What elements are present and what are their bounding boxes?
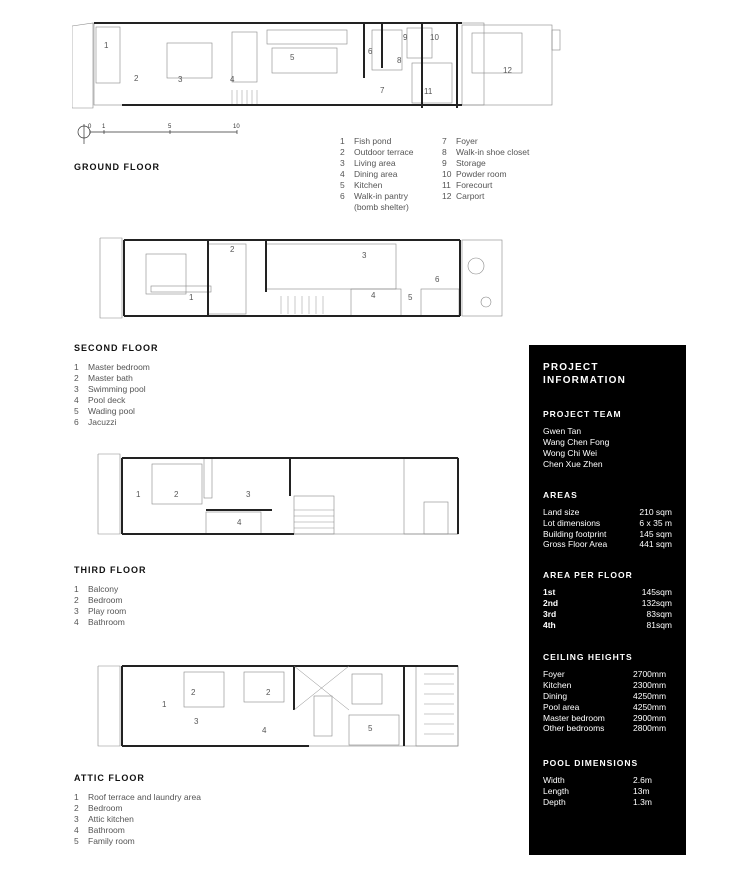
ground-floor-legend-col1 [340, 136, 414, 213]
ground-room-7-label: 7 [380, 86, 385, 95]
legend-text: Master bedroom [88, 362, 150, 372]
legend-text: Balcony [88, 584, 119, 594]
floor-area-key: 4th [543, 619, 556, 630]
legend-num: 1 [74, 584, 79, 594]
areas-key: Land size [543, 507, 580, 517]
legend-text: Family room [88, 836, 135, 846]
legend-num: 9 [442, 158, 447, 168]
third-floor-plan [94, 450, 514, 540]
areas-value: 145 sqm [639, 528, 672, 539]
legend-num: 7 [442, 136, 447, 146]
second-room-6-label: 6 [435, 275, 440, 284]
legend-item [74, 803, 201, 814]
ceiling-key: Foyer [543, 669, 565, 680]
pool-value: 2.6m [633, 775, 652, 786]
scale-tick-5: 5 [168, 124, 172, 130]
floor-area-key: 1st [543, 587, 556, 598]
legend-item [74, 825, 201, 836]
second-floor-plan [96, 234, 516, 324]
pool-row [543, 775, 672, 786]
second-room-3-label: 3 [362, 251, 367, 260]
legend-item [74, 584, 126, 595]
pool-key: Width [543, 775, 565, 786]
legend-text: Roof terrace and laundry area [88, 792, 201, 802]
ceiling-row [543, 723, 672, 734]
ceiling-key: Master bedroom [543, 712, 605, 723]
attic-room-3-label: 3 [194, 717, 199, 726]
ceiling-key: Other bedrooms [543, 723, 605, 734]
ceiling-heading: CEILING HEIGHTS [543, 652, 633, 663]
areas-row [543, 507, 672, 518]
legend-text: Outdoor terrace [354, 147, 414, 157]
ground-room-11-label: 11 [424, 87, 433, 96]
third-room-4-label: 4 [237, 518, 242, 527]
pool-value: 13m [633, 785, 650, 796]
legend-num: 10 [442, 169, 452, 179]
legend-text: Forecourt [456, 180, 493, 190]
legend-item [74, 406, 150, 417]
third-room-1-label: 1 [136, 490, 141, 499]
scale-tick-1: 1 [102, 124, 106, 130]
ceiling-row [543, 680, 672, 691]
legend-item [74, 814, 201, 825]
pool-heading: POOL DIMENSIONS [543, 758, 639, 769]
scale-tick-0: 0 [88, 124, 92, 130]
ground-room-12-label: 12 [503, 66, 512, 75]
attic-floor-title: ATTIC FLOOR [74, 773, 145, 783]
second-room-4-label: 4 [371, 291, 376, 300]
legend-text: Pool deck [88, 395, 126, 405]
pool-key: Length [543, 785, 569, 796]
third-floor-title: THIRD FLOOR [74, 565, 147, 575]
legend-item [442, 180, 529, 191]
legend-num: 11 [442, 180, 451, 190]
legend-text: Bathroom [88, 617, 125, 627]
ground-room-3-label: 3 [178, 75, 183, 84]
areas-row [543, 518, 672, 529]
floor-area-row [543, 620, 672, 631]
second-room-5-label: 5 [408, 293, 413, 302]
legend-item [74, 595, 126, 606]
attic-floor-plan [94, 660, 514, 752]
ceiling-value: 2700mm [633, 669, 667, 680]
legend-text: Bathroom [88, 825, 125, 835]
third-room-3-label: 3 [246, 490, 251, 499]
legend-text: Walk-in shoe closet [456, 147, 530, 157]
legend-item [74, 836, 201, 847]
second-floor-title: SECOND FLOOR [74, 343, 159, 353]
legend-text: Kitchen [354, 180, 383, 190]
legend-item [442, 147, 529, 158]
legend-num: 2 [340, 147, 345, 157]
scale-bar [74, 122, 254, 157]
ceiling-value: 2800mm [633, 723, 667, 734]
areas-key: Lot dimensions [543, 517, 601, 528]
areas-value: 441 sqm [639, 539, 672, 550]
project-info-title: PROJECT INFORMATION [543, 362, 627, 386]
legend-item [442, 169, 529, 180]
ground-room-9-label: 9 [403, 33, 408, 42]
legend-text: Foyer [456, 136, 478, 146]
pool-row [543, 797, 672, 808]
attic-room-4-label: 4 [262, 726, 267, 735]
ceiling-key: Dining [543, 690, 568, 701]
areas-value: 210 sqm [639, 507, 672, 517]
ceiling-row [543, 669, 672, 680]
legend-text: Fish pond [354, 136, 392, 146]
legend-text: Walk-in pantry (bomb shelter) [354, 191, 409, 212]
areas-heading: AREAS [543, 490, 578, 500]
ceiling-value: 4250mm [633, 701, 667, 712]
legend-item [74, 384, 150, 395]
floor-area-value: 81sqm [646, 619, 672, 630]
ground-floor-title: GROUND FLOOR [74, 162, 160, 172]
legend-num: 12 [442, 191, 452, 201]
pool-key: Depth [543, 796, 566, 807]
attic-room-2b-label: 2 [266, 688, 271, 697]
attic-floor-drawing [94, 660, 514, 752]
legend-num: 2 [74, 595, 79, 605]
scale-tick-10: 10 [233, 124, 240, 130]
legend-num: 5 [340, 180, 345, 190]
legend-item [340, 191, 414, 213]
second-floor-legend [74, 362, 150, 428]
legend-text: Powder room [456, 169, 507, 179]
pool-value: 1.3m [633, 796, 652, 807]
floor-area-row [543, 598, 672, 609]
areas-key: Building footprint [543, 528, 607, 539]
third-floor-drawing [94, 450, 514, 540]
legend-num: 6 [340, 191, 345, 201]
ground-floor-legend-col2 [442, 136, 529, 202]
ground-room-4-label: 4 [230, 75, 235, 84]
team-member: Chen Xue Zhen [543, 459, 603, 469]
ground-room-10-label: 10 [430, 33, 439, 42]
ground-room-5-label: 5 [290, 53, 295, 62]
floor-area-value: 145sqm [641, 587, 672, 598]
legend-item [74, 417, 150, 428]
legend-item [74, 373, 150, 384]
ground-floor-plan [72, 18, 572, 118]
areas-row [543, 529, 672, 540]
legend-num: 4 [74, 395, 79, 405]
floor-area-key: 2nd [543, 597, 559, 608]
ceiling-value: 2900mm [633, 712, 667, 723]
third-room-2-label: 2 [174, 490, 179, 499]
legend-text: Living area [354, 158, 396, 168]
floor-area-row [543, 609, 672, 620]
legend-item [340, 180, 414, 191]
legend-text: Dining area [354, 169, 398, 179]
legend-num: 1 [340, 136, 345, 146]
ground-room-1-label: 1 [104, 41, 109, 50]
legend-text: Storage [456, 158, 486, 168]
legend-text: Bedroom [88, 803, 123, 813]
legend-item [74, 792, 201, 803]
legend-text: Wading pool [88, 406, 135, 416]
legend-item [340, 147, 414, 158]
second-room-2-label: 2 [230, 245, 235, 254]
ceiling-key: Pool area [543, 701, 580, 712]
ground-room-2-label: 2 [134, 74, 139, 83]
area-per-floor-heading: AREA PER FLOOR [543, 570, 633, 581]
attic-room-1-label: 1 [162, 700, 167, 709]
legend-num: 6 [74, 417, 79, 427]
second-room-1-label: 1 [189, 293, 194, 302]
legend-item [74, 617, 126, 628]
ground-floor-drawing [72, 18, 572, 118]
areas-row [543, 539, 672, 550]
floor-area-value: 83sqm [646, 608, 672, 619]
second-floor-drawing [96, 234, 516, 324]
legend-text: Carport [456, 191, 485, 201]
attic-room-2-label: 2 [191, 688, 196, 697]
legend-item [442, 136, 529, 147]
legend-text: Bedroom [88, 595, 123, 605]
legend-text: Jacuzzi [88, 417, 117, 427]
floor-area-key: 3rd [543, 608, 557, 619]
team-member: Wong Chi Wei [543, 448, 598, 458]
ground-room-6-label: 6 [368, 47, 373, 56]
team-member: Wang Chen Fong [543, 437, 610, 447]
project-info-panel [529, 345, 686, 855]
legend-item [442, 191, 529, 202]
scale-bar-drawing [74, 122, 254, 152]
pool-row [543, 786, 672, 797]
ceiling-row [543, 702, 672, 713]
team-member: Gwen Tan [543, 426, 582, 436]
ceiling-value: 2300mm [633, 680, 667, 691]
legend-item [340, 169, 414, 180]
areas-key: Gross Floor Area [543, 539, 608, 550]
ceiling-key: Kitchen [543, 680, 572, 691]
ground-room-8-label: 8 [397, 56, 402, 65]
floor-area-row [543, 587, 672, 598]
areas-value: 6 x 35 m [639, 517, 672, 528]
legend-num: 2 [74, 373, 79, 383]
legend-num: 3 [74, 384, 79, 394]
team-heading: PROJECT TEAM [543, 409, 622, 419]
legend-num: 3 [74, 814, 79, 824]
legend-text: Master bath [88, 373, 133, 383]
legend-num: 4 [74, 617, 79, 627]
legend-num: 3 [340, 158, 345, 168]
legend-text: Swimming pool [88, 384, 146, 394]
third-floor-legend [74, 584, 126, 628]
legend-text: Attic kitchen [88, 814, 134, 824]
legend-num: 1 [74, 792, 79, 802]
legend-item [340, 136, 414, 147]
legend-num: 3 [74, 606, 79, 616]
legend-num: 5 [74, 836, 79, 846]
attic-room-5-label: 5 [368, 724, 373, 733]
legend-num: 2 [74, 803, 79, 813]
legend-num: 5 [74, 406, 79, 416]
legend-item [74, 362, 150, 373]
legend-num: 8 [442, 147, 447, 157]
legend-num: 4 [340, 169, 345, 179]
legend-item [442, 158, 529, 169]
legend-item [74, 395, 150, 406]
legend-num: 4 [74, 825, 79, 835]
legend-item [74, 606, 126, 617]
ceiling-row [543, 713, 672, 724]
floor-area-value: 132sqm [641, 597, 672, 608]
ceiling-row [543, 691, 672, 702]
legend-text: Play room [88, 606, 127, 616]
ceiling-value: 4250mm [633, 690, 667, 701]
legend-num: 1 [74, 362, 79, 372]
legend-item [340, 158, 414, 169]
attic-floor-legend [74, 792, 201, 847]
